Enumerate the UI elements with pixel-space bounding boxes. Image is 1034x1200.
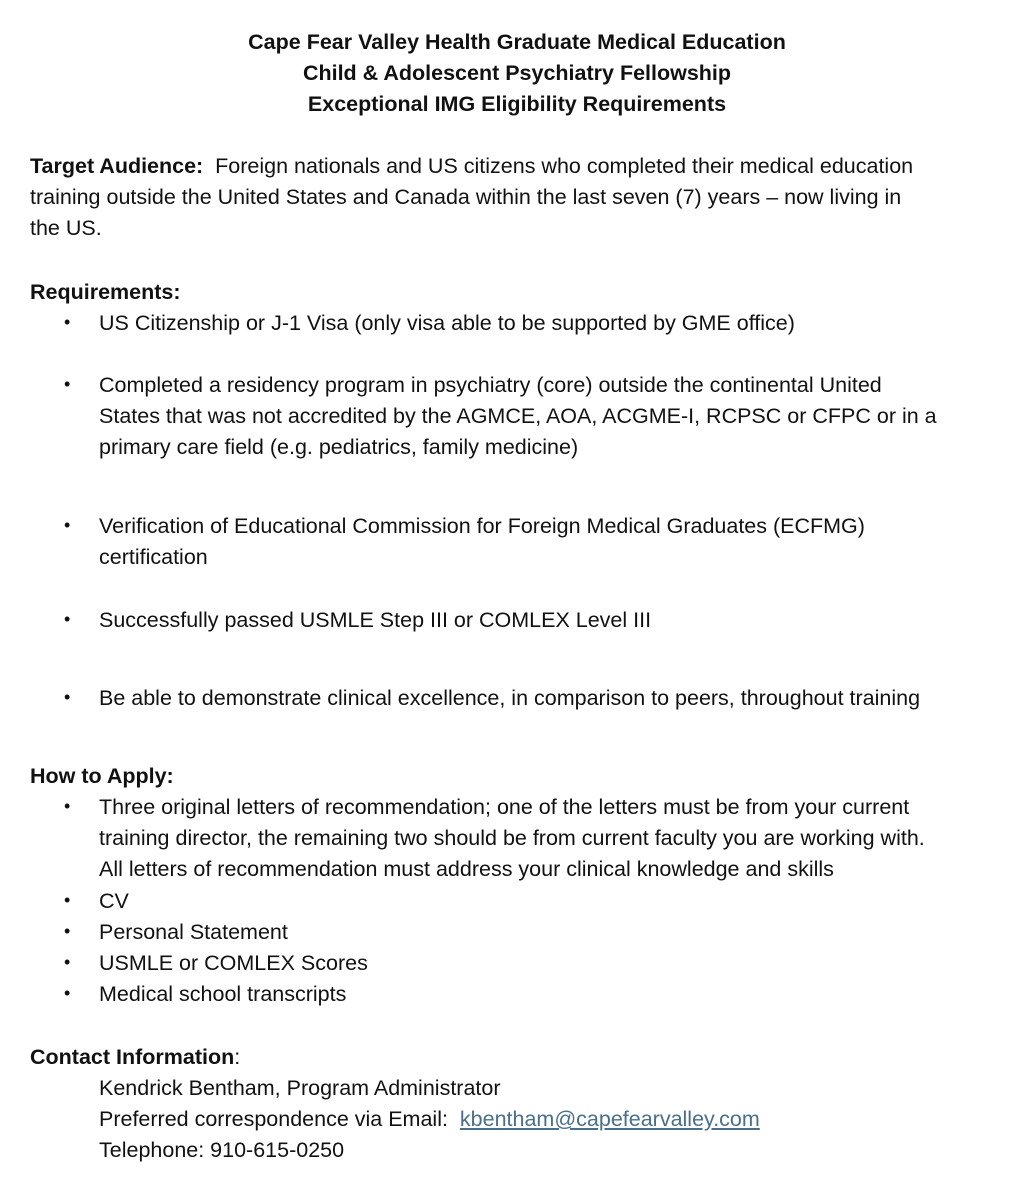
header-program: Child & Adolescent Psychiatry Fellowship — [302, 61, 732, 85]
apply-item-text: Three original letters of recommendation; one of the letters must be from your current — [99, 795, 910, 819]
requirements-heading: Requirements: — [30, 280, 181, 304]
target-audience-label: Target Audience: — [30, 154, 204, 178]
contact-heading-line — [30, 1042, 240, 1073]
apply-item-text: CV — [99, 889, 129, 913]
target-audience-line-1 — [30, 151, 913, 182]
requirement-text: Be able to demonstrate clinical excellence, in comparison to peers, throughout training — [99, 686, 921, 710]
requirement-text: Verification of Educational Commission for Foreign Medical Graduates (ECFMG) — [99, 514, 865, 538]
apply-item-text: Medical school transcripts — [99, 982, 347, 1006]
bullet-icon: • — [64, 687, 71, 707]
how-to-apply-heading: How to Apply: — [30, 764, 174, 788]
bullet-icon: • — [64, 921, 71, 941]
requirement-text: US Citizenship or J-1 Visa (only visa able to be supported by GME office) — [99, 311, 795, 335]
bullet-icon: • — [64, 796, 71, 816]
contact-heading-colon: : — [234, 1045, 241, 1069]
bullet-icon: • — [64, 952, 71, 972]
target-audience-line-2: training outside the United States and Canada within the last seven (7) years – now living in — [30, 185, 902, 209]
apply-item-text: training director, the remaining two should be from current faculty you are working with. — [99, 826, 925, 850]
contact-telephone: Telephone: 910-615-0250 — [99, 1138, 345, 1162]
target-audience-text-1: Foreign nationals and US citizens who completed their medical education — [215, 154, 914, 178]
bullet-icon: • — [64, 374, 71, 394]
email-link[interactable]: kbentham@capefearvalley.com — [459, 1107, 760, 1131]
bullet-icon: • — [64, 890, 71, 910]
requirement-text: primary care field (e.g. pediatrics, family medicine) — [99, 435, 579, 459]
target-audience-line-3: the US. — [30, 216, 102, 240]
requirement-text: Successfully passed USMLE Step III or COMLEX Level III — [99, 608, 652, 632]
contact-email-label: Preferred correspondence via Email: — [99, 1107, 448, 1131]
bullet-icon: • — [64, 515, 71, 535]
bullet-icon: • — [64, 609, 71, 629]
contact-name: Kendrick Bentham, Program Administrator — [99, 1076, 501, 1100]
contact-heading: Contact Information — [30, 1045, 235, 1069]
bullet-icon: • — [64, 312, 71, 332]
apply-item-text: USMLE or COMLEX Scores — [99, 951, 368, 975]
requirement-text: States that was not accredited by the AGMCE, AOA, ACGME-I, RCPSC or CFPC or in a — [99, 404, 937, 428]
contact-email-line — [99, 1104, 760, 1135]
bullet-icon: • — [64, 983, 71, 1003]
requirement-text: certification — [99, 545, 208, 569]
header-institution: Cape Fear Valley Health Graduate Medical Education — [248, 30, 786, 54]
apply-item-text: Personal Statement — [99, 920, 288, 944]
apply-item-text: All letters of recommendation must address your clinical knowledge and skills — [99, 857, 834, 881]
requirement-text: Completed a residency program in psychiatry (core) outside the continental United — [99, 373, 882, 397]
document-header — [0, 27, 1034, 120]
header-document-title: Exceptional IMG Eligibility Requirements — [307, 92, 727, 116]
